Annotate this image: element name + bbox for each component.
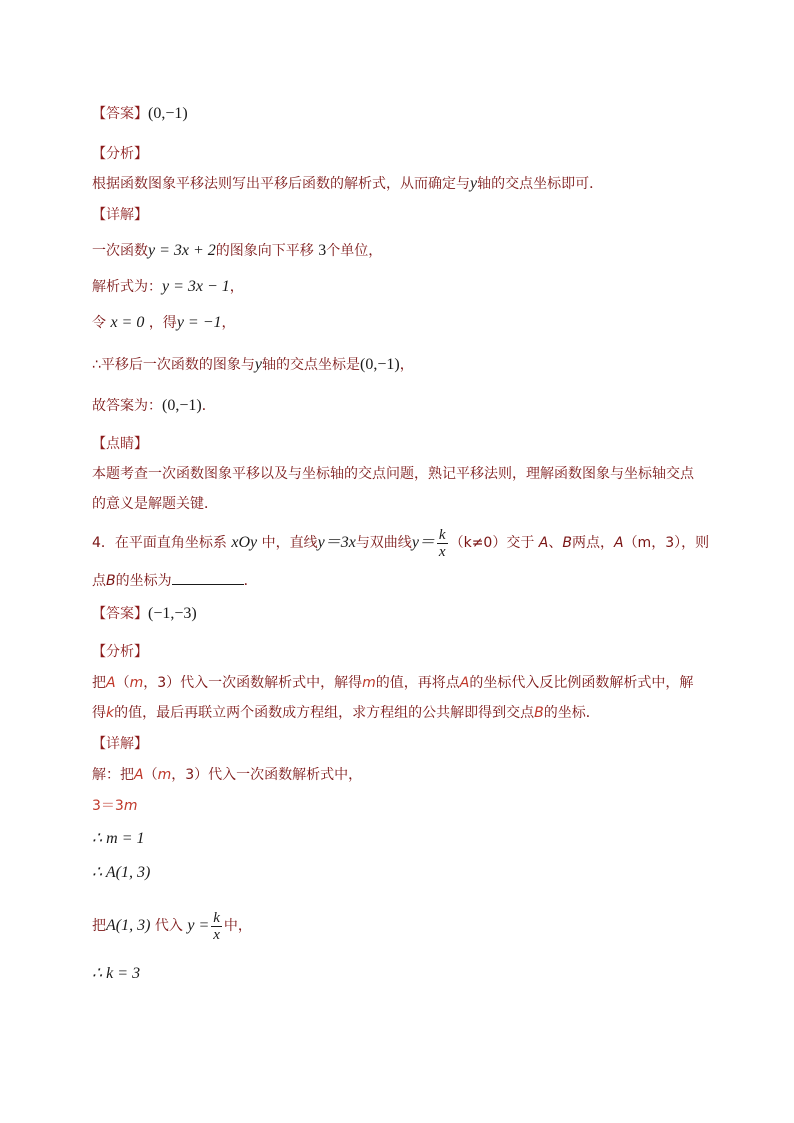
equation: y＝ (411, 534, 435, 551)
text: 、 (548, 535, 563, 551)
text: ． (201, 398, 216, 414)
text: 4．在平面直角坐标系 (92, 535, 227, 551)
q3-detail-line-1 (92, 241, 382, 261)
q4-analysis-line-1 (92, 673, 693, 693)
text: 与双曲线 (355, 535, 412, 551)
text: （ (115, 675, 130, 691)
analysis-text: 根据函数图象平移法则写出平移后函数的解析式，从而确定与 (92, 176, 470, 192)
text: ， (399, 357, 414, 373)
comment-label: 【点睛】 (92, 436, 148, 452)
point-label: A (134, 767, 144, 783)
fraction-k-over-x (437, 527, 448, 560)
equation: x = 0 (110, 314, 145, 331)
q4-detail-line-6 (92, 964, 140, 984)
equation: 3＝3 (92, 798, 124, 814)
math-xoy: xOy (231, 534, 258, 551)
answer-value: (0,−1) (148, 105, 188, 122)
text: （k≠0）交于 (449, 535, 535, 551)
text: 解：把 (92, 767, 134, 783)
equation: y = (187, 917, 210, 934)
variable: m (123, 798, 138, 814)
point-label: A (613, 535, 624, 551)
q4-stem-line-2 (92, 570, 258, 591)
text: 把 (92, 675, 106, 691)
text: 令 (92, 315, 106, 331)
text: 轴的交点坐标是 (262, 357, 361, 373)
analysis-text: 轴的交点坐标即可． (477, 176, 604, 192)
variable: m (157, 767, 172, 783)
answer-label: 【答案】 (92, 606, 148, 622)
fraction-k-over-x (211, 910, 222, 943)
analysis-label: 【分析】 (92, 146, 148, 162)
q4-answer-line (92, 604, 197, 624)
comment-text: 本题考查一次函数图象平移以及与坐标轴的交点问题，熟记平移法则，理解函数图象与坐标轴交点 (92, 466, 694, 482)
text: 的图象向下平移 (215, 243, 314, 259)
text: 的值，再将点 (375, 675, 460, 691)
point-label: B (106, 573, 116, 589)
number: 3 (318, 242, 327, 259)
denominator: x (213, 926, 220, 943)
detail-label: 【详解】 (92, 736, 148, 752)
q3-detail-line-5 (92, 396, 216, 416)
q3-detail-line-2 (92, 277, 244, 297)
variable: m (362, 675, 376, 691)
q4-detail-line-5 (92, 904, 252, 948)
q4-stem-line-1 (92, 523, 709, 563)
math-y: y (470, 175, 478, 192)
text: 个单位， (326, 243, 383, 259)
text: 解析式为： (92, 279, 162, 295)
text: ， (229, 279, 244, 295)
variable: k (106, 705, 115, 721)
q4-detail-label (92, 734, 148, 754)
equation: y = −1 (176, 314, 222, 331)
point-label: A (459, 675, 470, 691)
analysis-label: 【分析】 (92, 644, 148, 660)
point-label: B (562, 535, 572, 551)
text: 的坐标代入反比例函数解析式中，解 (469, 675, 694, 691)
q3-detail-line-3 (92, 313, 236, 333)
math-y: y (254, 356, 263, 373)
point: A(1, 3) (106, 917, 151, 934)
point: (0,−1) (360, 356, 400, 373)
text: ，3）代入一次函数解析式中， (171, 767, 363, 783)
text: 的坐标为 (115, 573, 172, 589)
q3-analysis-text (92, 174, 603, 194)
answer-value: (−1,−3) (148, 605, 197, 622)
q3-analysis-label (92, 144, 148, 164)
text: 故答案为： (92, 398, 162, 414)
text: 的坐标． (543, 705, 600, 721)
answer-blank (172, 570, 244, 585)
text: （m，3），则 (623, 535, 710, 551)
text: 一次函数 (92, 243, 148, 259)
q3-answer-line (92, 104, 188, 124)
point: (0,−1) (162, 397, 202, 414)
equation: y = 3x + 2 (148, 242, 216, 259)
text: ，得 (148, 315, 177, 331)
variable: m (129, 675, 144, 691)
q4-detail-line-2 (92, 796, 137, 816)
text: ， (221, 315, 236, 331)
answer-label: 【答案】 (92, 106, 148, 122)
detail-label: 【详解】 (92, 207, 148, 223)
equation: y = 3x − 1 (162, 278, 230, 295)
point-label: A (538, 535, 549, 551)
text: 得 (92, 705, 106, 721)
text: ∴平移后一次函数的图象与 (92, 357, 255, 373)
q4-detail-line-3 (92, 829, 145, 849)
text: 代入 (154, 918, 183, 934)
q3-comment-line-1 (92, 464, 694, 484)
point-label: B (534, 705, 544, 721)
numerator: k (438, 526, 446, 543)
q3-detail-label (92, 205, 148, 225)
equation: y＝3x (317, 534, 356, 551)
text: 两点， (571, 535, 614, 551)
equation: ∴ k = 3 (92, 965, 141, 982)
equation: ∴ m = 1 (92, 830, 145, 847)
text: 中， (223, 918, 252, 934)
text: 把 (92, 918, 106, 934)
text: （ (143, 767, 158, 783)
q3-detail-line-4 (92, 355, 414, 375)
q4-detail-line-4 (92, 863, 150, 883)
text: ，3）代入一次函数解析式中，解得 (143, 675, 363, 691)
numerator: k (213, 909, 220, 926)
q4-analysis-label (92, 642, 148, 662)
q4-detail-line-1 (92, 765, 362, 785)
text: 的值，最后再联立两个函数成方程组，求方程组的公共解即得到交点 (114, 705, 535, 721)
point-label: A (106, 675, 116, 691)
denominator: x (438, 543, 446, 560)
text: 中，直线 (261, 535, 318, 551)
q4-analysis-line-2 (92, 703, 600, 723)
comment-text: 的意义是解题关键． (92, 496, 218, 512)
text: ． (243, 573, 258, 589)
q3-comment-line-2 (92, 494, 218, 514)
point: ∴ A(1, 3) (92, 864, 151, 881)
q3-comment-label (92, 434, 148, 454)
text: 点 (92, 573, 106, 589)
